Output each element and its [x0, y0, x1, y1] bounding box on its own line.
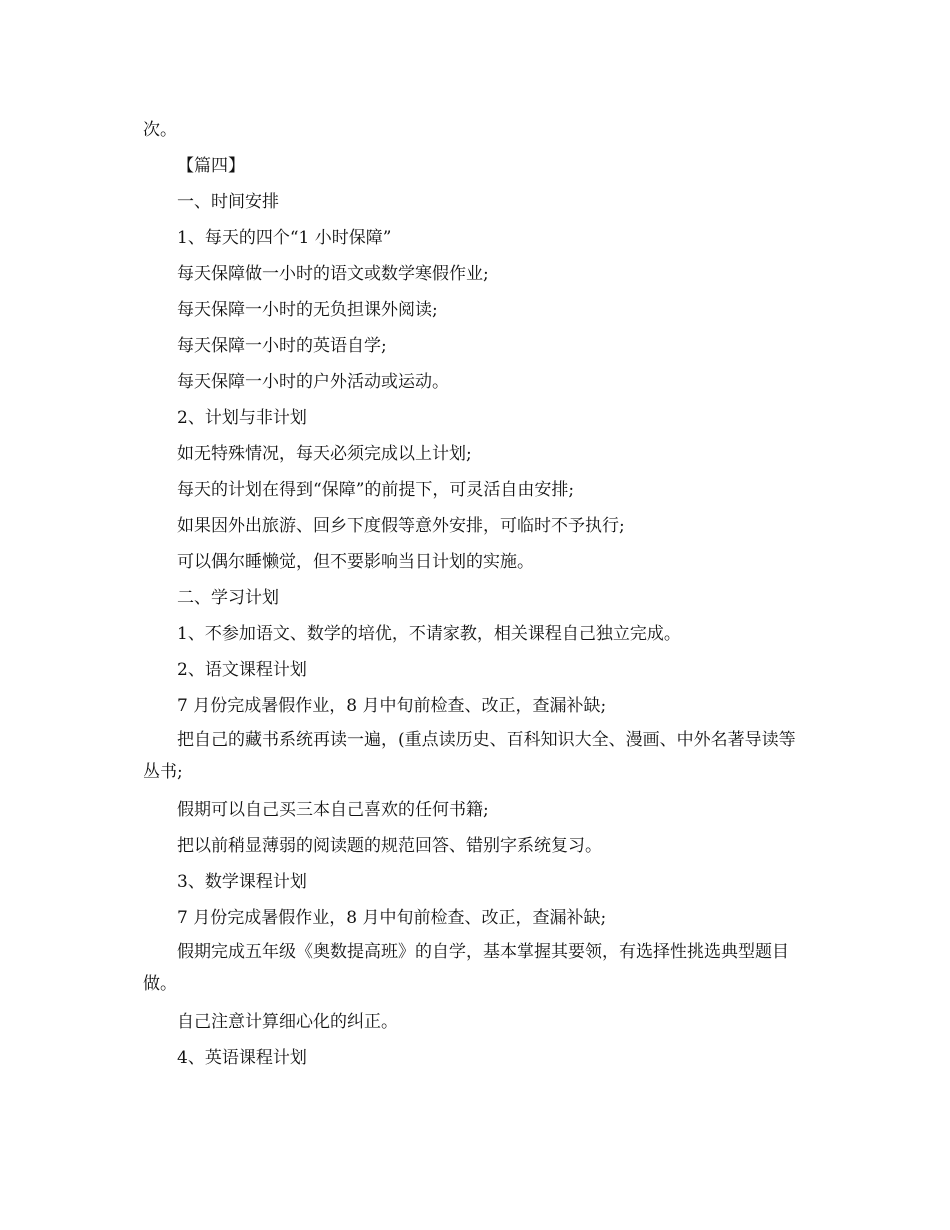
paragraph: 可以偶尔睡懒觉，但不要影响当日计划的实施。 [177, 552, 534, 572]
paragraph: 7 月份完成暑假作业，8 月中旬前检查、改正，查漏补缺; [177, 696, 607, 716]
paragraph: 2、计划与非计划 [177, 408, 307, 428]
paragraph: 2、语文课程计划 [177, 660, 307, 680]
paragraph: 7 月份完成暑假作业，8 月中旬前检查、改正，查漏补缺; [177, 908, 607, 928]
paragraph: 二、学习计划 [177, 588, 279, 608]
paragraph: 【篇四】 [177, 156, 245, 176]
paragraph: 3、数学课程计划 [177, 872, 307, 892]
paragraph: 假期可以自己买三本自己喜欢的任何书籍; [177, 800, 489, 820]
paragraph: 1、不参加语文、数学的培优，不请家教，相关课程自己独立完成。 [177, 624, 681, 644]
paragraph: 如无特殊情况，每天必须完成以上计划; [177, 444, 472, 464]
paragraph: 自己注意计算细心化的纠正。 [177, 1012, 398, 1032]
paragraph: 把自己的藏书系统再读一遍，(重点读历史、百科知识大全、漫画、中外名著导读等丛书; [143, 730, 796, 782]
paragraph: 次。 [143, 120, 177, 140]
paragraph: 1、每天的四个“1 小时保障” [177, 228, 392, 248]
paragraph: 每天保障做一小时的语文或数学寒假作业; [177, 264, 489, 284]
paragraph: 每天保障一小时的户外活动或运动。 [177, 372, 449, 392]
paragraph: 如果因外出旅游、回乡下度假等意外安排，可临时不予执行; [177, 516, 625, 536]
paragraph: 把以前稍显薄弱的阅读题的规范回答、错别字系统复习。 [177, 836, 602, 856]
document-body [143, 112, 808, 1076]
paragraph: 每天保障一小时的无负担课外阅读; [177, 300, 438, 320]
paragraph: 一、时间安排 [177, 192, 279, 212]
paragraph: 假期完成五年级《奥数提高班》的自学，基本掌握其要领，有选择性挑选典型题目做。 [143, 942, 789, 994]
paragraph: 每天的计划在得到“保障”的前提下，可灵活自由安排; [177, 480, 575, 500]
paragraph: 4、英语课程计划 [177, 1048, 307, 1068]
paragraph: 每天保障一小时的英语自学; [177, 336, 387, 356]
